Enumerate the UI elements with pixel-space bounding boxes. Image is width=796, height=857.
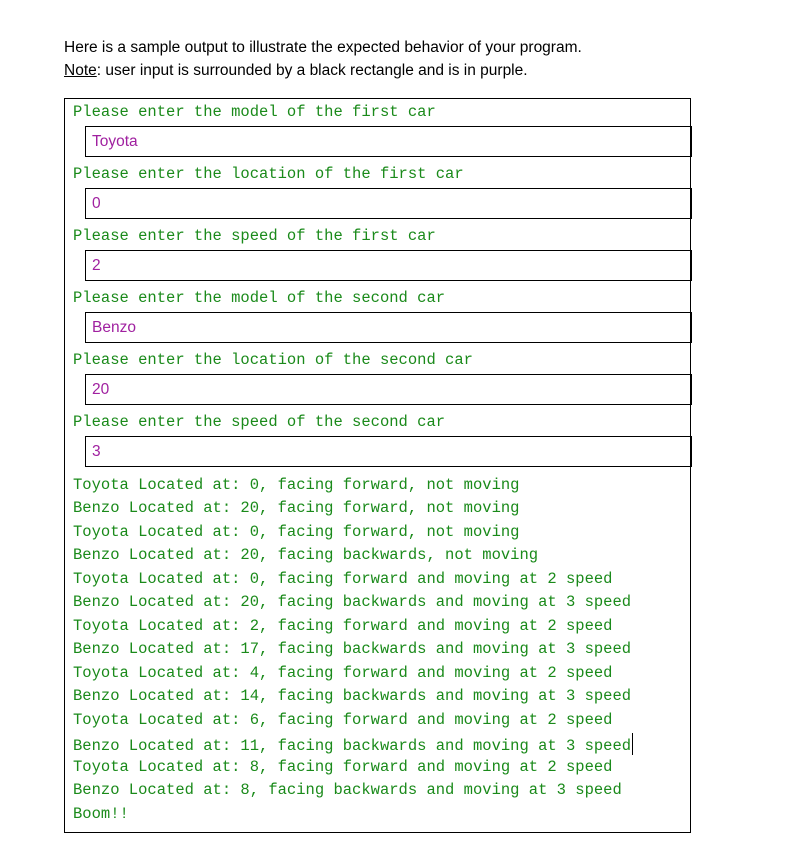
prompt-location-first-car: Please enter the location of the first car (73, 165, 464, 183)
output-line: Toyota Located at: 4, facing forward and moving at 2 speed (73, 664, 613, 682)
user-input-value: Benzo (92, 319, 136, 336)
intro-text (64, 36, 764, 82)
output-line-boom: Boom!! (73, 805, 129, 823)
intro-line-2 (64, 59, 764, 82)
prompt-model-second-car: Please enter the model of the second car (73, 289, 446, 307)
intro-line-1: Here is a sample output to illustrate the expected behavior of your program. (64, 39, 582, 56)
output-line: Benzo Located at: 20, facing backwards, not moving (73, 546, 539, 564)
output-line: Benzo Located at: 14, facing backwards and moving at 3 speed (73, 687, 632, 705)
input-box-speed-first-car (85, 250, 692, 281)
user-input-value: Toyota (92, 133, 138, 150)
prompt-location-second-car: Please enter the location of the second car (73, 351, 473, 369)
prompt-speed-first-car: Please enter the speed of the first car (73, 227, 436, 245)
output-line: Benzo Located at: 8, facing backwards and moving at 3 speed (73, 781, 622, 799)
input-box-location-second-car (85, 374, 692, 405)
prompt-speed-second-car: Please enter the speed of the second car (73, 413, 446, 431)
output-line: Toyota Located at: 6, facing forward and moving at 2 speed (73, 711, 613, 729)
prompt-model-first-car: Please enter the model of the first car (73, 103, 436, 121)
input-box-model-second-car (85, 312, 692, 343)
text-caret (632, 733, 633, 755)
input-box-location-first-car (85, 188, 692, 219)
output-line: Toyota Located at: 0, facing forward, not moving (73, 476, 520, 494)
output-line: Toyota Located at: 0, facing forward, not moving (73, 523, 520, 541)
output-line: Toyota Located at: 8, facing forward and moving at 2 speed (73, 758, 613, 776)
output-line: Benzo Located at: 20, facing backwards and moving at 3 speed (73, 593, 632, 611)
user-input-value: 3 (92, 443, 101, 460)
input-box-model-first-car (85, 126, 692, 157)
output-line: Toyota Located at: 2, facing forward and moving at 2 speed (73, 617, 613, 635)
output-line: Benzo Located at: 17, facing backwards and moving at 3 speed (73, 640, 632, 658)
output-line-text: Benzo Located at: 11, facing backwards and moving at 3 speed (73, 737, 632, 755)
note-text: : user input is surrounded by a black rectangle and is in purple. (96, 62, 528, 79)
note-label: Note (64, 62, 97, 79)
output-line: Toyota Located at: 0, facing forward and moving at 2 speed (73, 570, 613, 588)
user-input-value: 20 (92, 381, 110, 398)
sample-output-console (64, 98, 691, 833)
user-input-value: 2 (92, 257, 101, 274)
output-line-with-caret (73, 733, 633, 756)
input-box-speed-second-car (85, 436, 692, 467)
user-input-value: 0 (92, 195, 101, 212)
output-line: Benzo Located at: 20, facing forward, not moving (73, 499, 520, 517)
